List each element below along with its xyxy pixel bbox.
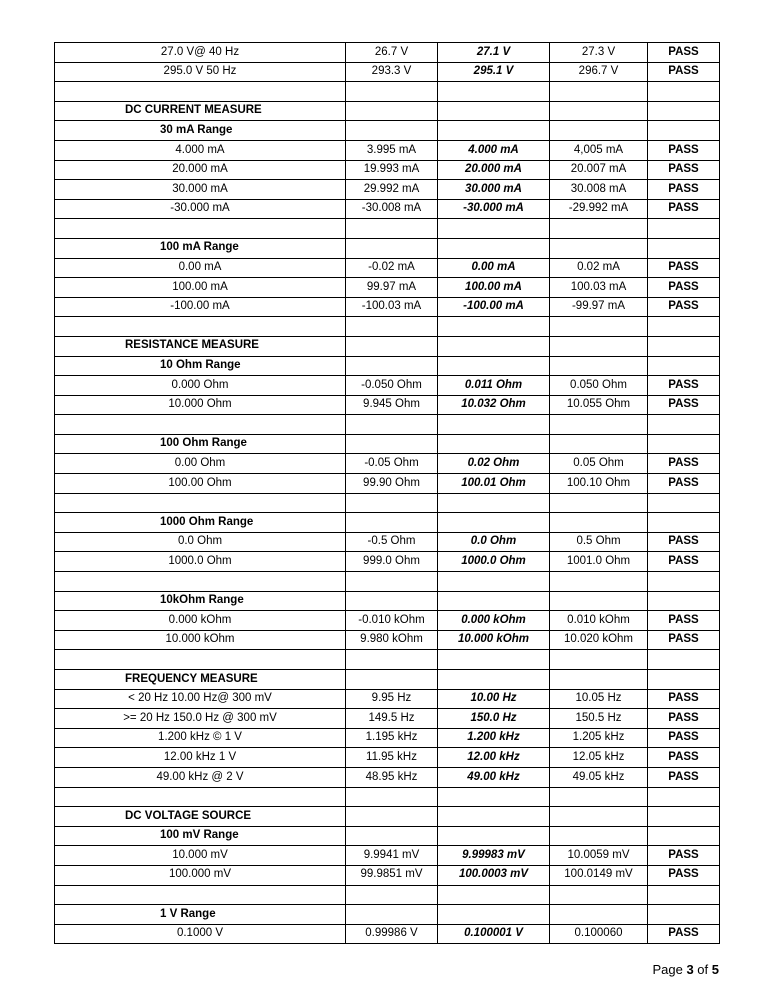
spacer-row xyxy=(55,415,720,435)
empty-cell xyxy=(346,493,438,513)
range-heading: 1000 Ohm Range xyxy=(55,513,346,533)
calibration-results-table xyxy=(54,42,720,944)
range-heading: 10 Ohm Range xyxy=(55,356,346,376)
empty-cell xyxy=(55,82,346,102)
empty-cell xyxy=(550,101,648,121)
empty-cell xyxy=(648,219,720,239)
lower-limit-cell: -0.010 kOhm xyxy=(346,611,438,631)
lower-limit-cell: 9.9941 mV xyxy=(346,846,438,866)
measured-cell: 4.000 mA xyxy=(438,140,550,160)
empty-cell xyxy=(550,219,648,239)
empty-cell xyxy=(648,415,720,435)
result-cell: PASS xyxy=(648,767,720,787)
empty-cell xyxy=(648,513,720,533)
range-heading-row xyxy=(55,121,720,141)
measured-cell: 0.100001 V xyxy=(438,924,550,944)
range-heading: 30 mA Range xyxy=(55,121,346,141)
empty-cell xyxy=(55,415,346,435)
lower-limit-cell: 11.95 kHz xyxy=(346,748,438,768)
empty-cell xyxy=(550,572,648,592)
nominal-cell: 1.200 kHz © 1 V xyxy=(55,728,346,748)
empty-cell xyxy=(438,885,550,905)
table-row xyxy=(55,728,720,748)
empty-cell xyxy=(438,591,550,611)
empty-cell xyxy=(438,650,550,670)
empty-cell xyxy=(55,219,346,239)
lower-limit-cell: 48.95 kHz xyxy=(346,767,438,787)
measured-cell: 150.0 Hz xyxy=(438,709,550,729)
empty-cell xyxy=(550,415,648,435)
table-row xyxy=(55,140,720,160)
table-row xyxy=(55,748,720,768)
empty-cell xyxy=(550,434,648,454)
table-row xyxy=(55,258,720,278)
empty-cell xyxy=(438,826,550,846)
table-row xyxy=(55,630,720,650)
measured-cell: -100.00 mA xyxy=(438,297,550,317)
measured-cell: 0.02 Ohm xyxy=(438,454,550,474)
empty-cell xyxy=(346,219,438,239)
nominal-cell: < 20 Hz 10.00 Hz@ 300 mV xyxy=(55,689,346,709)
empty-cell xyxy=(438,670,550,690)
lower-limit-cell: 99.97 mA xyxy=(346,278,438,298)
empty-cell xyxy=(438,787,550,807)
empty-cell xyxy=(550,238,648,258)
upper-limit-cell: 0.05 Ohm xyxy=(550,454,648,474)
upper-limit-cell: 0.5 Ohm xyxy=(550,532,648,552)
empty-cell xyxy=(438,356,550,376)
empty-cell xyxy=(438,238,550,258)
empty-cell xyxy=(438,493,550,513)
nominal-cell: 30.000 mA xyxy=(55,180,346,200)
empty-cell xyxy=(648,238,720,258)
empty-cell xyxy=(55,317,346,337)
table-row xyxy=(55,846,720,866)
upper-limit-cell: 1001.0 Ohm xyxy=(550,552,648,572)
measured-cell: 49.00 kHz xyxy=(438,767,550,787)
empty-cell xyxy=(346,82,438,102)
lower-limit-cell: 1.195 kHz xyxy=(346,728,438,748)
nominal-cell: 4.000 mA xyxy=(55,140,346,160)
empty-cell xyxy=(346,905,438,925)
result-cell: PASS xyxy=(648,454,720,474)
range-heading: 1 V Range xyxy=(55,905,346,925)
lower-limit-cell: -0.050 Ohm xyxy=(346,376,438,396)
table-row xyxy=(55,395,720,415)
page-prefix: Page xyxy=(652,962,687,977)
upper-limit-cell: 27.3 V xyxy=(550,43,648,63)
table-row xyxy=(55,297,720,317)
empty-cell xyxy=(550,317,648,337)
lower-limit-cell: 9.980 kOhm xyxy=(346,630,438,650)
spacer-row xyxy=(55,493,720,513)
lower-limit-cell: 9.95 Hz xyxy=(346,689,438,709)
nominal-cell: 12.00 kHz 1 V xyxy=(55,748,346,768)
upper-limit-cell: 100.03 mA xyxy=(550,278,648,298)
lower-limit-cell: -100.03 mA xyxy=(346,297,438,317)
result-cell: PASS xyxy=(648,180,720,200)
spacer-row xyxy=(55,885,720,905)
empty-cell xyxy=(648,82,720,102)
empty-cell xyxy=(438,82,550,102)
empty-cell xyxy=(648,317,720,337)
empty-cell xyxy=(438,121,550,141)
empty-cell xyxy=(438,317,550,337)
lower-limit-cell: -0.5 Ohm xyxy=(346,532,438,552)
measured-cell: 0.00 mA xyxy=(438,258,550,278)
nominal-cell: 0.0 Ohm xyxy=(55,532,346,552)
result-cell: PASS xyxy=(648,552,720,572)
measured-cell: -30.000 mA xyxy=(438,199,550,219)
spacer-row xyxy=(55,82,720,102)
empty-cell xyxy=(438,513,550,533)
empty-cell xyxy=(550,513,648,533)
empty-cell xyxy=(346,670,438,690)
empty-cell xyxy=(346,591,438,611)
empty-cell xyxy=(438,101,550,121)
empty-cell xyxy=(648,572,720,592)
upper-limit-cell: 100.0149 mV xyxy=(550,865,648,885)
empty-cell xyxy=(438,434,550,454)
spacer-row xyxy=(55,317,720,337)
nominal-cell: 1000.0 Ohm xyxy=(55,552,346,572)
upper-limit-cell: 296.7 V xyxy=(550,62,648,82)
empty-cell xyxy=(550,650,648,670)
empty-cell xyxy=(346,434,438,454)
empty-cell xyxy=(648,905,720,925)
spacer-row xyxy=(55,219,720,239)
empty-cell xyxy=(648,356,720,376)
nominal-cell: 10.000 kOhm xyxy=(55,630,346,650)
lower-limit-cell: 0.99986 V xyxy=(346,924,438,944)
table-row xyxy=(55,865,720,885)
spacer-row xyxy=(55,572,720,592)
nominal-cell: 100.00 Ohm xyxy=(55,474,346,494)
section-heading: FREQUENCY MEASURE xyxy=(55,670,346,690)
result-cell: PASS xyxy=(648,709,720,729)
range-heading: 100 mV Range xyxy=(55,826,346,846)
empty-cell xyxy=(55,493,346,513)
range-heading-row xyxy=(55,513,720,533)
table-row xyxy=(55,454,720,474)
upper-limit-cell: 150.5 Hz xyxy=(550,709,648,729)
empty-cell xyxy=(438,415,550,435)
table-row xyxy=(55,278,720,298)
empty-cell xyxy=(346,885,438,905)
empty-cell xyxy=(346,513,438,533)
measured-cell: 295.1 V xyxy=(438,62,550,82)
table-row xyxy=(55,180,720,200)
upper-limit-cell: -29.992 mA xyxy=(550,199,648,219)
result-cell: PASS xyxy=(648,199,720,219)
table-row xyxy=(55,924,720,944)
empty-cell xyxy=(648,787,720,807)
range-heading-row xyxy=(55,591,720,611)
measured-cell: 1.200 kHz xyxy=(438,728,550,748)
empty-cell xyxy=(346,121,438,141)
upper-limit-cell: 30.008 mA xyxy=(550,180,648,200)
measured-cell: 100.0003 mV xyxy=(438,865,550,885)
empty-cell xyxy=(438,905,550,925)
lower-limit-cell: -0.05 Ohm xyxy=(346,454,438,474)
nominal-cell: 10.000 Ohm xyxy=(55,395,346,415)
result-cell: PASS xyxy=(648,297,720,317)
measured-cell: 9.99983 mV xyxy=(438,846,550,866)
nominal-cell: 100.000 mV xyxy=(55,865,346,885)
empty-cell xyxy=(648,807,720,827)
empty-cell xyxy=(346,787,438,807)
result-cell: PASS xyxy=(648,748,720,768)
empty-cell xyxy=(550,336,648,356)
upper-limit-cell: -99.97 mA xyxy=(550,297,648,317)
section-heading-row xyxy=(55,336,720,356)
spacer-row xyxy=(55,650,720,670)
result-cell: PASS xyxy=(648,728,720,748)
empty-cell xyxy=(55,650,346,670)
empty-cell xyxy=(550,82,648,102)
nominal-cell: 0.1000 V xyxy=(55,924,346,944)
lower-limit-cell: 99.9851 mV xyxy=(346,865,438,885)
nominal-cell: -100.00 mA xyxy=(55,297,346,317)
measured-cell: 0.0 Ohm xyxy=(438,532,550,552)
result-cell: PASS xyxy=(648,140,720,160)
nominal-cell: 49.00 kHz @ 2 V xyxy=(55,767,346,787)
result-cell: PASS xyxy=(648,395,720,415)
page-number xyxy=(652,962,719,977)
empty-cell xyxy=(648,434,720,454)
empty-cell xyxy=(550,885,648,905)
nominal-cell: 295.0 V 50 Hz xyxy=(55,62,346,82)
empty-cell xyxy=(346,238,438,258)
measured-cell: 0.000 kOhm xyxy=(438,611,550,631)
measured-cell: 10.000 kOhm xyxy=(438,630,550,650)
empty-cell xyxy=(55,572,346,592)
empty-cell xyxy=(55,787,346,807)
upper-limit-cell: 10.0059 mV xyxy=(550,846,648,866)
upper-limit-cell: 0.02 mA xyxy=(550,258,648,278)
section-heading-row xyxy=(55,670,720,690)
nominal-cell: 0.00 mA xyxy=(55,258,346,278)
empty-cell xyxy=(346,650,438,670)
empty-cell xyxy=(550,807,648,827)
result-cell: PASS xyxy=(648,689,720,709)
table-row xyxy=(55,376,720,396)
empty-cell xyxy=(438,219,550,239)
range-heading: 100 Ohm Range xyxy=(55,434,346,454)
upper-limit-cell: 0.100060 xyxy=(550,924,648,944)
measured-cell: 100.01 Ohm xyxy=(438,474,550,494)
range-heading-row xyxy=(55,356,720,376)
nominal-cell: 0.00 Ohm xyxy=(55,454,346,474)
table-row xyxy=(55,532,720,552)
result-cell: PASS xyxy=(648,376,720,396)
table-row xyxy=(55,767,720,787)
table-row xyxy=(55,199,720,219)
result-cell: PASS xyxy=(648,258,720,278)
lower-limit-cell: 29.992 mA xyxy=(346,180,438,200)
lower-limit-cell: 999.0 Ohm xyxy=(346,552,438,572)
lower-limit-cell: 9.945 Ohm xyxy=(346,395,438,415)
measured-cell: 1000.0 Ohm xyxy=(438,552,550,572)
empty-cell xyxy=(550,670,648,690)
table-row xyxy=(55,709,720,729)
lower-limit-cell: 293.3 V xyxy=(346,62,438,82)
empty-cell xyxy=(438,336,550,356)
upper-limit-cell: 0.010 kOhm xyxy=(550,611,648,631)
empty-cell xyxy=(346,317,438,337)
result-cell: PASS xyxy=(648,278,720,298)
empty-cell xyxy=(648,121,720,141)
empty-cell xyxy=(550,356,648,376)
section-heading: DC VOLTAGE SOURCE xyxy=(55,807,346,827)
current-page: 3 xyxy=(686,962,694,977)
upper-limit-cell: 12.05 kHz xyxy=(550,748,648,768)
table-row xyxy=(55,62,720,82)
lower-limit-cell: 149.5 Hz xyxy=(346,709,438,729)
upper-limit-cell: 0.050 Ohm xyxy=(550,376,648,396)
range-heading-row xyxy=(55,905,720,925)
empty-cell xyxy=(648,650,720,670)
empty-cell xyxy=(346,415,438,435)
empty-cell xyxy=(55,885,346,905)
nominal-cell: 27.0 V@ 40 Hz xyxy=(55,43,346,63)
lower-limit-cell: -30.008 mA xyxy=(346,199,438,219)
upper-limit-cell: 100.10 Ohm xyxy=(550,474,648,494)
lower-limit-cell: 26.7 V xyxy=(346,43,438,63)
section-heading: RESISTANCE MEASURE xyxy=(55,336,346,356)
result-cell: PASS xyxy=(648,160,720,180)
result-cell: PASS xyxy=(648,43,720,63)
measured-cell: 10.00 Hz xyxy=(438,689,550,709)
upper-limit-cell: 20.007 mA xyxy=(550,160,648,180)
empty-cell xyxy=(550,826,648,846)
section-heading-row xyxy=(55,807,720,827)
table-row xyxy=(55,43,720,63)
empty-cell xyxy=(346,356,438,376)
upper-limit-cell: 10.020 kOhm xyxy=(550,630,648,650)
result-cell: PASS xyxy=(648,630,720,650)
nominal-cell: 0.000 Ohm xyxy=(55,376,346,396)
empty-cell xyxy=(648,493,720,513)
page-of: of xyxy=(693,962,712,977)
table-row xyxy=(55,611,720,631)
measured-cell: 0.011 Ohm xyxy=(438,376,550,396)
measured-cell: 10.032 Ohm xyxy=(438,395,550,415)
total-pages: 5 xyxy=(711,962,719,977)
section-heading-row xyxy=(55,101,720,121)
empty-cell xyxy=(648,885,720,905)
nominal-cell: 20.000 mA xyxy=(55,160,346,180)
empty-cell xyxy=(648,336,720,356)
lower-limit-cell: 19.993 mA xyxy=(346,160,438,180)
section-heading: DC CURRENT MEASURE xyxy=(55,101,346,121)
result-cell: PASS xyxy=(648,474,720,494)
result-cell: PASS xyxy=(648,924,720,944)
empty-cell xyxy=(648,670,720,690)
range-heading-row xyxy=(55,826,720,846)
measured-cell: 100.00 mA xyxy=(438,278,550,298)
range-heading-row xyxy=(55,434,720,454)
nominal-cell: -30.000 mA xyxy=(55,199,346,219)
empty-cell xyxy=(346,336,438,356)
lower-limit-cell: -0.02 mA xyxy=(346,258,438,278)
table-row xyxy=(55,689,720,709)
empty-cell xyxy=(550,591,648,611)
upper-limit-cell: 4,005 mA xyxy=(550,140,648,160)
nominal-cell: 100.00 mA xyxy=(55,278,346,298)
empty-cell xyxy=(648,826,720,846)
range-heading-row xyxy=(55,238,720,258)
upper-limit-cell: 49.05 kHz xyxy=(550,767,648,787)
result-cell: PASS xyxy=(648,846,720,866)
empty-cell xyxy=(346,572,438,592)
empty-cell xyxy=(550,121,648,141)
empty-cell xyxy=(550,493,648,513)
nominal-cell: 10.000 mV xyxy=(55,846,346,866)
empty-cell xyxy=(550,787,648,807)
result-cell: PASS xyxy=(648,865,720,885)
lower-limit-cell: 99.90 Ohm xyxy=(346,474,438,494)
lower-limit-cell: 3.995 mA xyxy=(346,140,438,160)
result-cell: PASS xyxy=(648,532,720,552)
upper-limit-cell: 10.05 Hz xyxy=(550,689,648,709)
upper-limit-cell: 1.205 kHz xyxy=(550,728,648,748)
table-row xyxy=(55,474,720,494)
measured-cell: 20.000 mA xyxy=(438,160,550,180)
empty-cell xyxy=(648,101,720,121)
empty-cell xyxy=(346,101,438,121)
range-heading: 100 mA Range xyxy=(55,238,346,258)
empty-cell xyxy=(346,826,438,846)
nominal-cell: 0.000 kOhm xyxy=(55,611,346,631)
result-cell: PASS xyxy=(648,62,720,82)
measured-cell: 12.00 kHz xyxy=(438,748,550,768)
spacer-row xyxy=(55,787,720,807)
empty-cell xyxy=(550,905,648,925)
empty-cell xyxy=(438,807,550,827)
measured-cell: 27.1 V xyxy=(438,43,550,63)
upper-limit-cell: 10.055 Ohm xyxy=(550,395,648,415)
result-cell: PASS xyxy=(648,611,720,631)
empty-cell xyxy=(648,591,720,611)
empty-cell xyxy=(438,572,550,592)
range-heading: 10kOhm Range xyxy=(55,591,346,611)
table-row xyxy=(55,160,720,180)
nominal-cell: >= 20 Hz 150.0 Hz @ 300 mV xyxy=(55,709,346,729)
table-row xyxy=(55,552,720,572)
measured-cell: 30.000 mA xyxy=(438,180,550,200)
empty-cell xyxy=(346,807,438,827)
